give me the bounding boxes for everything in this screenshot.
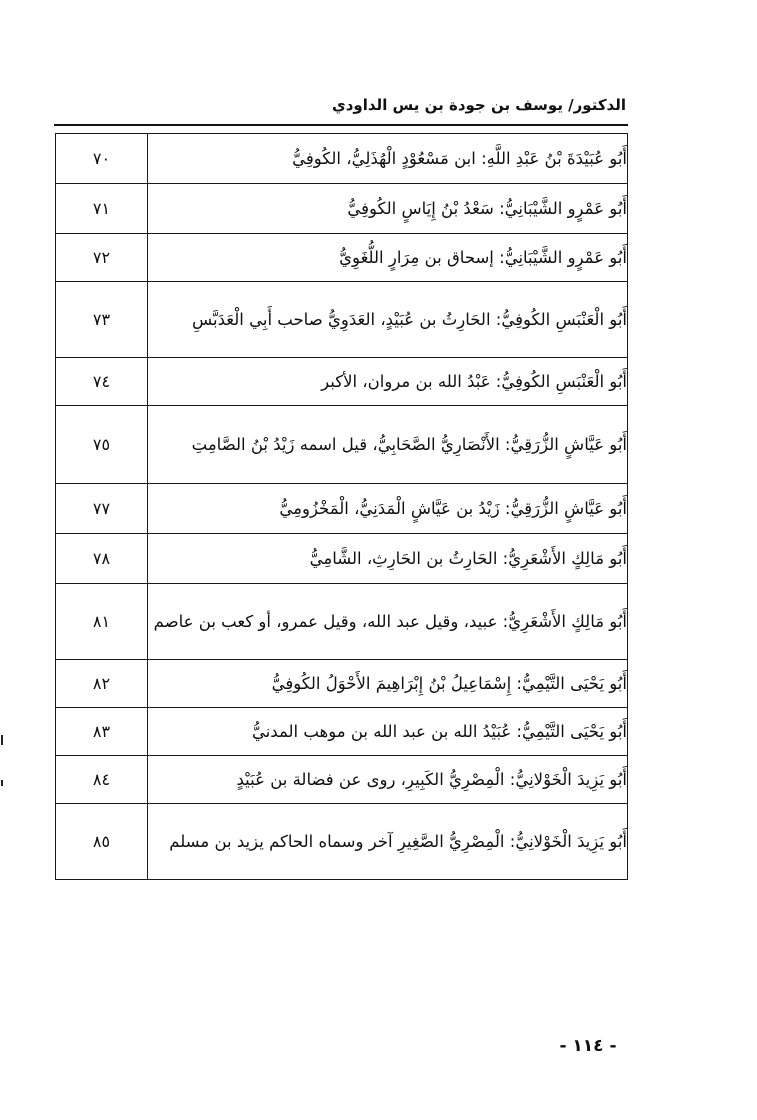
name-cell: أَبُو عَيَّاشٍ الزُّرَقِيُّ: زَيْدُ بن عَيَّاشٍ الْمَدَنِيُّ، الْمَخْزُومِيُّ xyxy=(148,484,628,534)
table-row xyxy=(56,406,628,484)
page-ref-cell: ٨٢ xyxy=(56,660,148,708)
name-cell: أَبُو الْعَنْبَسِ الكُوفِيُّ: عَبْدُ الله بن مروان، الأكبر xyxy=(148,358,628,406)
table-row xyxy=(56,184,628,234)
page-ref-cell: ٨٤ xyxy=(56,756,148,804)
name-cell: أَبُو مَالِكٍ الأَشْعَرِيُّ: عبيد، وقيل عبد الله، وقيل عمرو، أو كعب بن عاصم xyxy=(148,584,628,660)
table-row xyxy=(56,804,628,880)
name-cell: أَبُو يَزِيدَ الْخَوْلانِيُّ: الْمِصْرِيُّ الكَبِيرِ، روى عن فضالة بن عُبَيْدٍ xyxy=(148,756,628,804)
name-cell: أَبُو يَحْيَى التَّيْمِيُّ: عُبَيْدُ الله بن عبد الله بن موهب المدنيُّ xyxy=(148,708,628,756)
name-cell: أَبُو يَزِيدَ الْخَوْلانِيُّ: الْمِصْرِيُّ الصَّغِيرِ آخر وسماه الحاكم يزيد بن مسلم xyxy=(148,804,628,880)
author-header: الدكتور/ يوسف بن جودة بن يس الداودي xyxy=(331,96,626,114)
table-row xyxy=(56,584,628,660)
page-ref-cell: ٧٠ xyxy=(56,134,148,184)
name-cell: أَبُو يَحْيَى التَّيْمِيُّ: إِسْمَاعِيلُ بْنُ إِبْرَاهِيمَ الأَحْوَلُ الكُوفِيُّ xyxy=(148,660,628,708)
page-ref-cell: ٨٣ xyxy=(56,708,148,756)
table-row xyxy=(56,660,628,708)
page-ref-cell: ٧١ xyxy=(56,184,148,234)
page-ref-cell: ٧٢ xyxy=(56,234,148,282)
page-header xyxy=(54,92,626,118)
table-row xyxy=(56,534,628,584)
table-row xyxy=(56,282,628,358)
page-ref-cell: ٨١ xyxy=(56,584,148,660)
scan-edge-mark xyxy=(1,735,3,745)
table-row xyxy=(56,484,628,534)
table-row xyxy=(56,358,628,406)
name-cell: أَبُو عُبَيْدَةَ بْنُ عَبْدِ اللَّهِ: ابن مَسْعُوْدٍ الْهُذَلِيُّ، الكُوفِيُّ xyxy=(148,134,628,184)
table-row xyxy=(56,708,628,756)
page-ref-cell: ٧٤ xyxy=(56,358,148,406)
page-number: - ١١٤ - xyxy=(559,1036,617,1056)
table-row xyxy=(56,756,628,804)
page-ref-cell: ٧٨ xyxy=(56,534,148,584)
page-ref-cell: ٧٧ xyxy=(56,484,148,534)
page-ref-cell: ٧٥ xyxy=(56,406,148,484)
names-table xyxy=(55,133,628,880)
name-cell: أَبُو الْعَنْبَسِ الكُوفِيُّ: الحَارِثُ بن عُبَيْدٍ، العَدَوِيُّ صاحب أَبِي الْعَدَبَّسِ xyxy=(148,282,628,358)
table-row xyxy=(56,234,628,282)
name-cell: أَبُو عَمْرٍو الشَّيْبَانِيُّ: إسحاق بن مِرَارٍ اللُّغَوِيُّ xyxy=(148,234,628,282)
name-cell: أَبُو مَالِكٍ الأَشْعَرِيُّ: الحَارِثُ بن الحَارِثِ، الشَّامِيُّ xyxy=(148,534,628,584)
name-cell: أَبُو عَيَّاشٍ الزُّرَقِيُّ: الأَنْصَارِيُّ الصَّحَابِيُّ، قيل اسمه زَيْدُ بْنُ الصَّامِتِ xyxy=(148,406,628,484)
page-ref-cell: ٨٥ xyxy=(56,804,148,880)
page-ref-cell: ٧٣ xyxy=(56,282,148,358)
header-divider xyxy=(54,124,628,126)
name-cell: أَبُو عَمْرٍو الشَّيْبَانِيُّ: سَعْدُ بْنُ إِيَاسٍ الكُوفِيُّ xyxy=(148,184,628,234)
table-row xyxy=(56,134,628,184)
scan-edge-mark xyxy=(1,780,3,786)
